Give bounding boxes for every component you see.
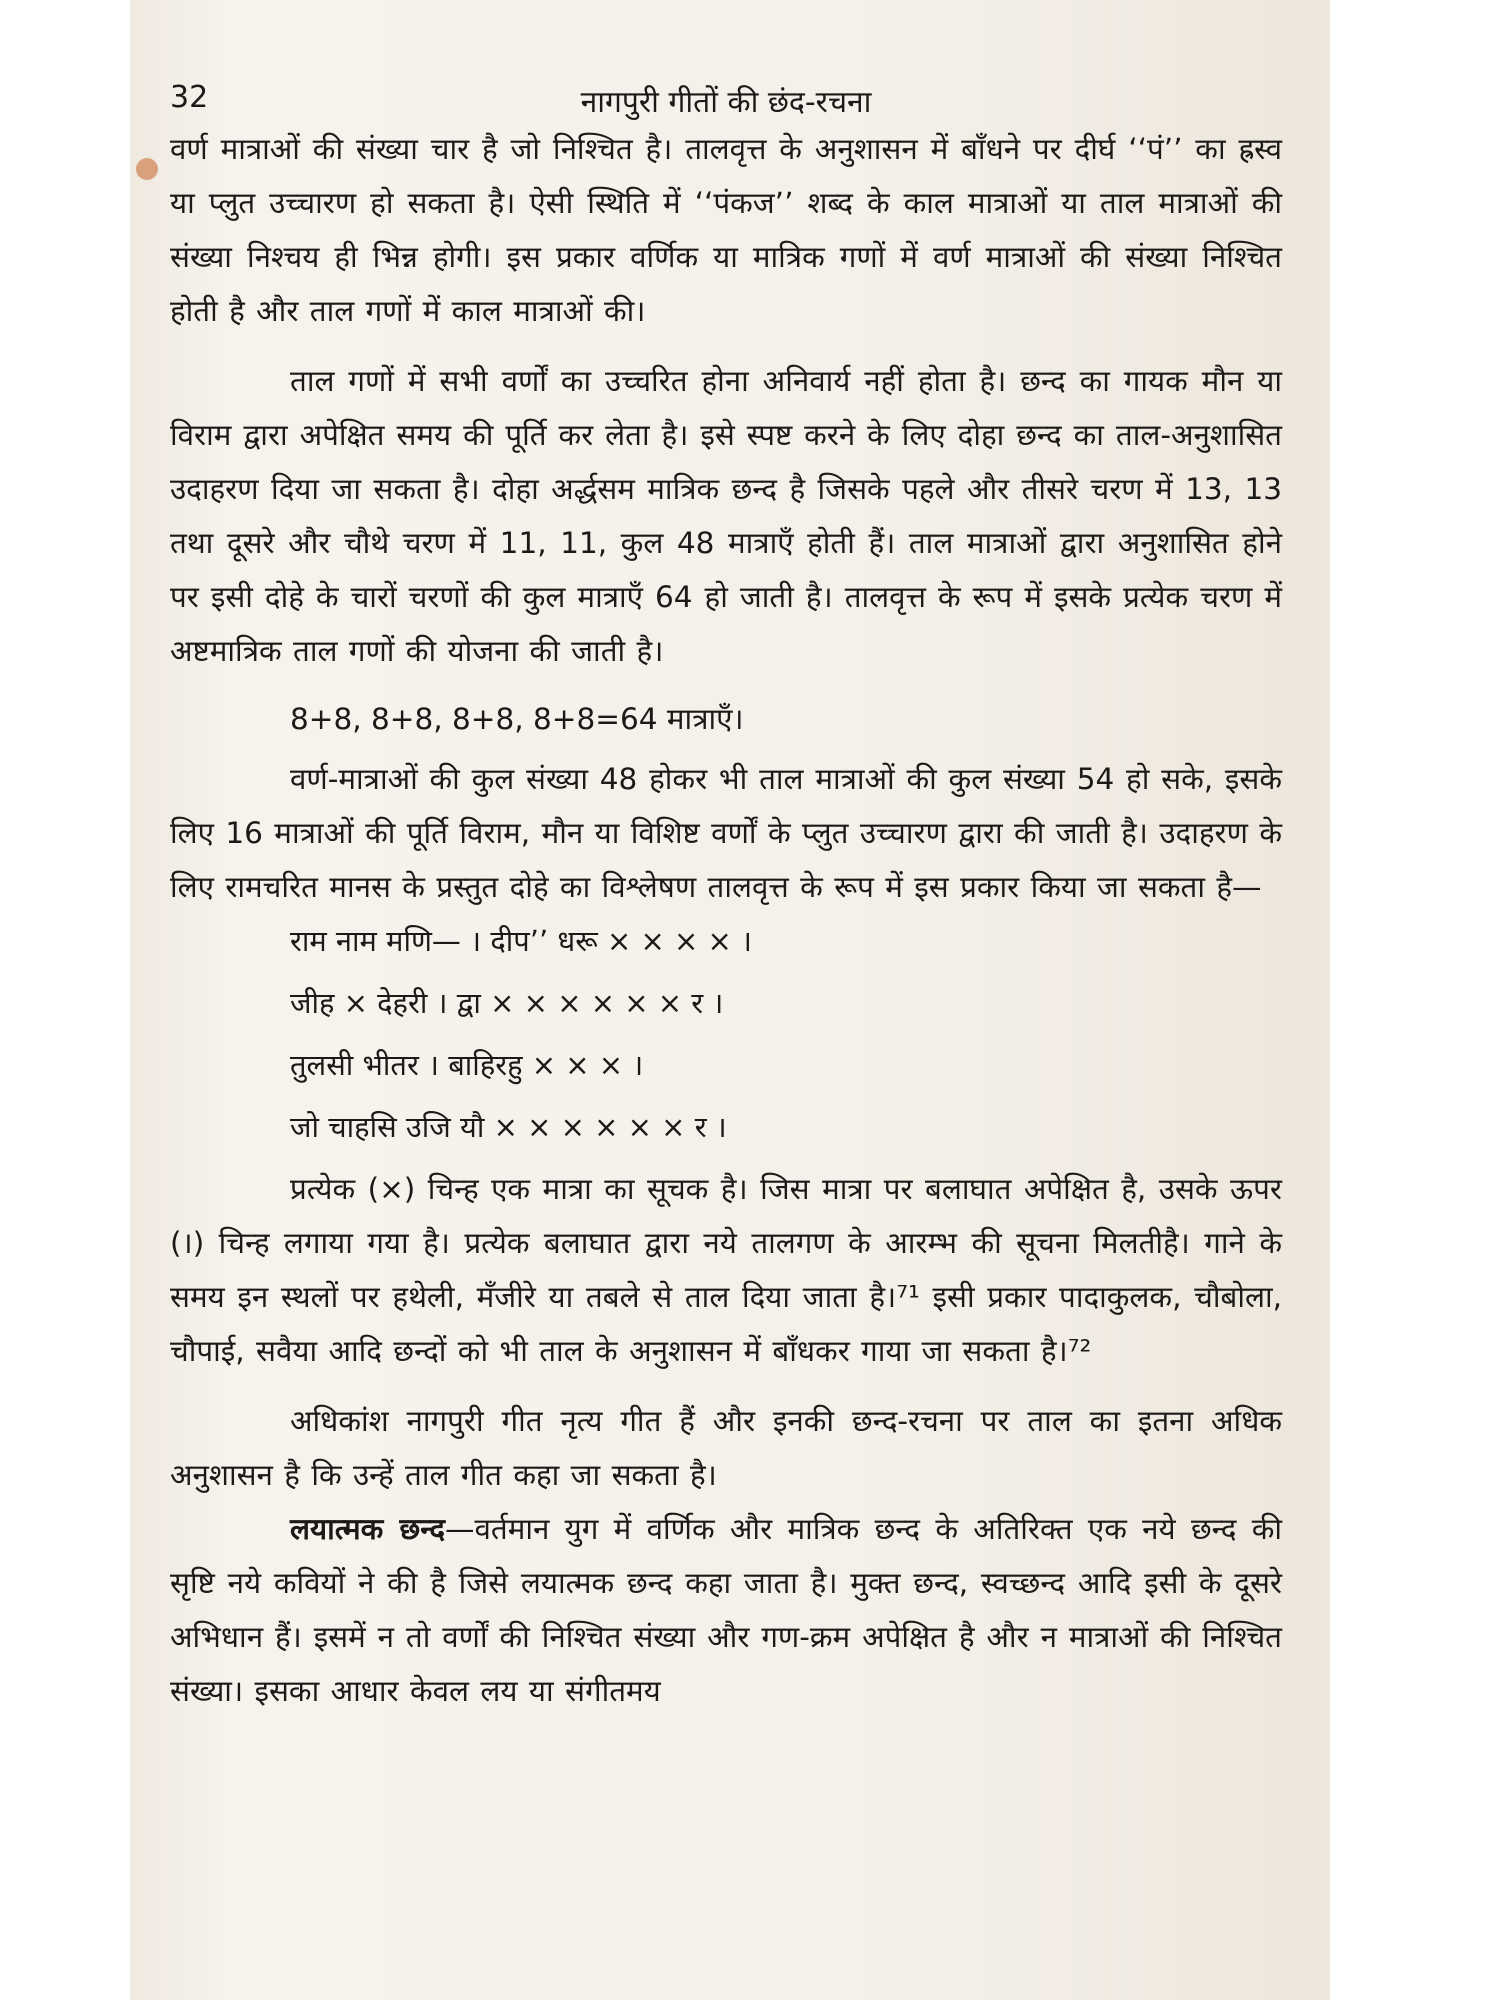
paragraph-2: ताल गणों में सभी वर्णों का उच्चरित होना अनिवार्य नहीं होता है। छन्द का गायक मौन या विराम द्वारा अपेक्षित समय की पूर्ति कर लेता है। इसे स्पष्ट करने के लिए दोहा छन्द का ताल-अनुशासित उदाहरण दिया जा सकता है। दोहा अर्द्धसम मात्रिक छन्द है जिसके पहले और तीसरे चरण में 13, 13 तथा दूसरे और चौथे चरण में 11, 11, कुल 48 मात्राएँ होती हैं। ताल मात्राओं द्वारा अनुशासित होने पर इसी दोहे के चारों चरणों की कुल मात्राएँ 64 हो जाती है। तालवृत्त के रूप में इसके प्रत्येक चरण में अष्टमात्रिक ताल गणों की योजना की जाती है। [170, 364, 1282, 668]
verse-line: जो चाहसि उजि यौ × × × × × × र । [290, 1110, 727, 1144]
verse-line: राम नाम मणि— । दीप’’ धरू × × × × । [290, 924, 753, 958]
doha-verse [170, 914, 1282, 1154]
verse-line: जीह × देहरी । द्वा × × × × × × र । [290, 986, 724, 1020]
running-title: नागपुरी गीतों की छंद-रचना [580, 85, 872, 120]
verse-line: तुलसी भीतर । बाहिरहु × × × । [290, 1048, 644, 1082]
page-header [170, 70, 1282, 122]
paragraph-4: प्रत्येक (×) चिन्ह एक मात्रा का सूचक है। जिस मात्रा पर बलाघात अपेक्षित है, उसके ऊपर (।) चिन्ह लगाया गया है। प्रत्येक बलाघात द्वारा नये तालगण के आरम्भ की सूचना मिलतीहै। गाने के समय इन स्थलों पर हथेली, मँजीरे या तबले से ताल दिया जाता है।⁷¹ इसी प्रकार पादाकुलक, चौबोला, चौपाई, सवैया आदि छन्दों को भी ताल के अनुशासन में बाँधकर गाया जा सकता है।⁷² [170, 1172, 1282, 1368]
matra-formula: 8+8, 8+8, 8+8, 8+8=64 मात्राएँ। [290, 702, 744, 736]
paragraph-3: वर्ण-मात्राओं की कुल संख्या 48 होकर भी ताल मात्राओं की कुल संख्या 54 हो सके, इसके लिए 16 मात्राओं की पूर्ति विराम, मौन या विशिष्ट वर्णों के प्लुत उच्चारण द्वारा की जाती है। उदाहरण के लिए रामचरित मानस के प्रस्तुत दोहे का विश्लेषण तालवृत्त के रूप में इस प्रकार किया जा सकता है— [170, 762, 1282, 904]
paragraph-6 [170, 1502, 1282, 1718]
paragraph-6-text: —वर्तमान युग में वर्णिक और मात्रिक छन्द के अतिरिक्त एक नये छन्द की सृष्टि नये कवियों ने की है जिसे लयात्मक छन्द कहा जाता है। मुक्त छन्द, स्वच्छन्द आदि इसी के दूसरे अभिधान हैं। इसमें न तो वर्णों की निश्चित संख्या और गण-क्रम अपेक्षित है और न मात्राओं की निश्चित संख्या। इसका आधार केवल लय या संगीतमय [170, 1512, 1282, 1708]
paragraph-1: वर्ण मात्राओं की संख्या चार है जो निश्चित है। तालवृत्त के अनुशासन में बाँधने पर दीर्घ ‘‘पं’’ का ह्रस्व या प्लुत उच्चारण हो सकता है। ऐसी स्थिति में ‘‘पंकज’’ शब्द के काल मात्राओं या ताल मात्राओं की संख्या निश्चय ही भिन्न होगी। इस प्रकार वर्णिक या मात्रिक गणों में वर्ण मात्राओं की संख्या निश्चित होती है और ताल गणों में काल मात्राओं की। [170, 132, 1282, 328]
page-stain-mark [136, 158, 158, 180]
page-content [170, 70, 1282, 1718]
section-heading: लयात्मक छन्द [290, 1512, 445, 1546]
paragraph-5: अधिकांश नागपुरी गीत नृत्य गीत हैं और इनकी छन्द-रचना पर ताल का इतना अधिक अनुशासन है कि उन्हें ताल गीत कहा जा सकता है। [170, 1404, 1282, 1492]
page-number: 32 [170, 80, 209, 115]
book-page [130, 0, 1330, 2000]
